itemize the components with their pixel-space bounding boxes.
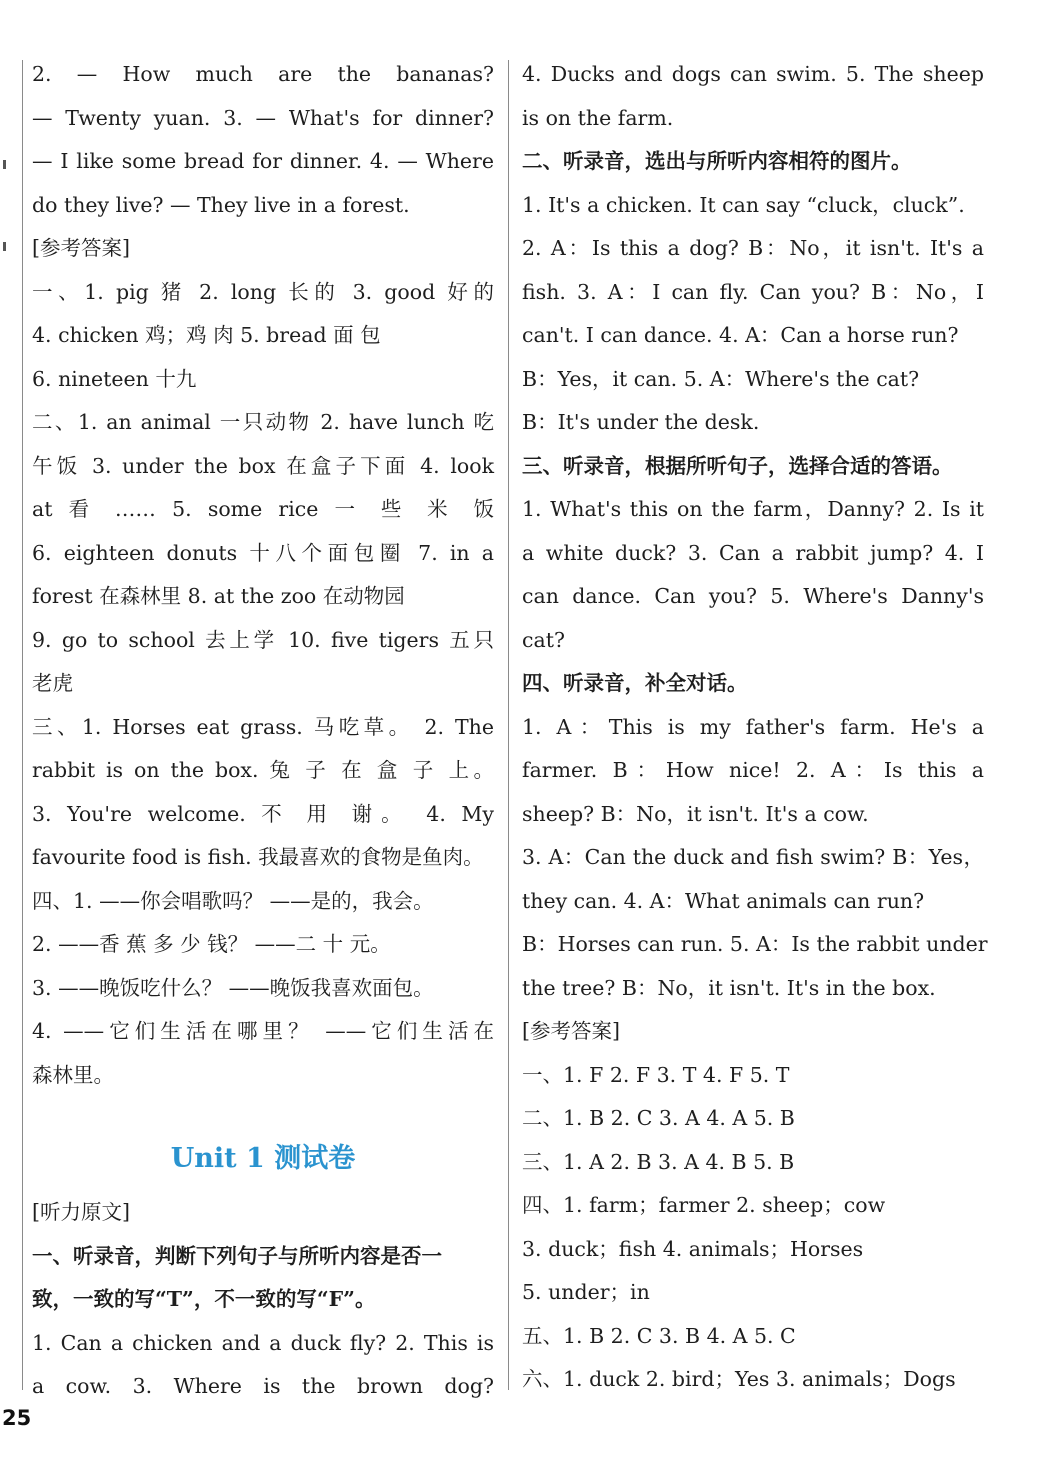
text-line: 3. You're welcome. 不 用 谢。 4. My [32,801,494,826]
text-line: 三、1. Horses eat grass. 马吃草。 2. The [32,714,494,739]
text-line: 一、1. pig 猪 2. long 长的 3. good 好的 [32,279,494,304]
text-line: can't. I can dance. 4. A：Can a horse run? [522,323,959,347]
text-line: a cow. 3. Where is the brown dog? [32,1374,494,1398]
text-line: 2. A：Is this a dog? B：No，it isn't. It's a [522,236,984,260]
left-margin-rule [22,60,23,1390]
unit-title: Unit 1 测试卷 [170,1143,356,1174]
section-heading: 致，一致的写“T”，不一致的写“F”。 [32,1287,376,1311]
text-line: the tree? B：No，it isn't. It's in the box. [522,975,936,1000]
margin-mark [3,242,6,251]
right-column [522,53,988,1402]
column-divider [508,60,509,1390]
text-line: 6. eighteen donuts 十八个面包圈 7. in a [32,540,494,565]
text-line: 3. ——晚饭吃什么？ ——晚饭我喜欢面包。 [32,975,434,1000]
text-line: 9. go to school 去上学 10. five tigers 五只 [32,627,494,652]
text-line: 1. Can a chicken and a duck fly? 2. This is [32,1330,494,1355]
section-heading: 四、听录音，补全对话。 [522,671,748,695]
text-line: rabbit is on the box. 兔 子 在 盒 子 上。 [32,758,494,782]
text-line: 四、1. ——你会唱歌吗？ ——是的，我会。 [32,888,434,913]
text-line: forest 在森林里 8. at the zoo 在动物园 [32,584,405,608]
section-heading: 一、听录音，判断下列句子与所听内容是否一 [32,1243,442,1268]
text-line: — Twenty yuan. 3. — What's for dinner? [32,105,494,130]
text-line: farmer. B：How nice! 2. A：Is this a [522,758,984,782]
text-line: 6. nineteen 十九 [32,366,197,391]
text-line: 1. A：This is my father's farm. He's a [522,714,984,739]
answer-line: 二、1. B 2. C 3. A 4. A 5. B [522,1106,795,1130]
text-line: cat? [522,627,565,652]
text-line: a white duck? 3. Can a rabbit jump? 4. I [522,540,984,565]
text-line: 4. chicken 鸡；鸡 肉 5. bread 面 包 [32,323,381,347]
text-line: 2. — How much are the bananas? [32,62,494,86]
text-line: do they live? — They live in a forest. [32,192,410,217]
text-line: 森林里。 [32,1062,114,1087]
page-number: 25 [2,1406,32,1430]
answer-key-label: [参考答案] [32,236,130,260]
text-line: fish. 3. A：I can fly. Can you? B：No，I [522,279,984,304]
text-line: 2. ——香 蕉 多 少 钱？ ——二 十 元。 [32,932,391,956]
text-line: 4. Ducks and dogs can swim. 5. The sheep [522,62,984,86]
answer-line: 四、1. farm；farmer 2. sheep；cow [522,1193,886,1217]
text-line: 二、1. an animal 一只动物 2. have lunch 吃 [32,410,494,434]
answer-line: 六、1. duck 2. bird；Yes 3. animals；Dogs [522,1367,956,1391]
text-line: they can. 4. A：What animals can run? [522,888,925,913]
section-heading: 二、听录音，选出与所听内容相符的图片。 [522,149,912,173]
answer-key-label: [参考答案] [522,1019,620,1043]
answer-line: 5. under；in [522,1280,650,1304]
text-line: sheep? B：No，it isn't. It's a cow. [522,801,869,826]
text-line: favourite food is fish. 我最喜欢的食物是鱼肉。 [32,845,484,869]
text-line: is on the farm. [522,105,674,130]
text-line: 1. What's this on the farm，Danny? 2. Is it [522,497,984,521]
section-heading: 三、听录音，根据所听句子，选择合适的答语。 [522,453,953,478]
answer-line: 3. duck；fish 4. animals；Horses [522,1236,864,1261]
text-line: 午饭 3. under the box 在盒子下面 4. look [32,453,494,478]
text-line: 1. It's a chicken. It can say “cluck，cluck”. [522,192,965,217]
margin-mark [3,160,6,169]
text-line: 老虎 [32,671,73,695]
text-line: B：It's under the desk. [522,410,760,434]
text-line: B：Horses can run. 5. A：Is the rabbit under [522,932,988,956]
text-line: 3. A：Can the duck and fish swim? B：Yes， [522,845,984,869]
text-line: 4. ——它们生活在哪里？ ——它们生活在 [32,1019,494,1043]
text-line: B：Yes，it can. 5. A：Where's the cat? [522,366,920,391]
answer-line: 五、1. B 2. C 3. B 4. A 5. C [522,1323,796,1348]
text-line: — I like some bread for dinner. 4. — Where [32,149,494,173]
listening-script-label: [听力原文] [32,1200,130,1224]
left-column [32,53,494,1409]
text-line: can dance. Can you? 5. Where's Danny's [522,584,984,608]
answer-line: 一、1. F 2. F 3. T 4. F 5. T [522,1062,790,1087]
answer-line: 三、1. A 2. B 3. A 4. B 5. B [522,1149,795,1174]
text-line: at 看 …… 5. some rice 一 些 米 饭 [32,497,494,521]
